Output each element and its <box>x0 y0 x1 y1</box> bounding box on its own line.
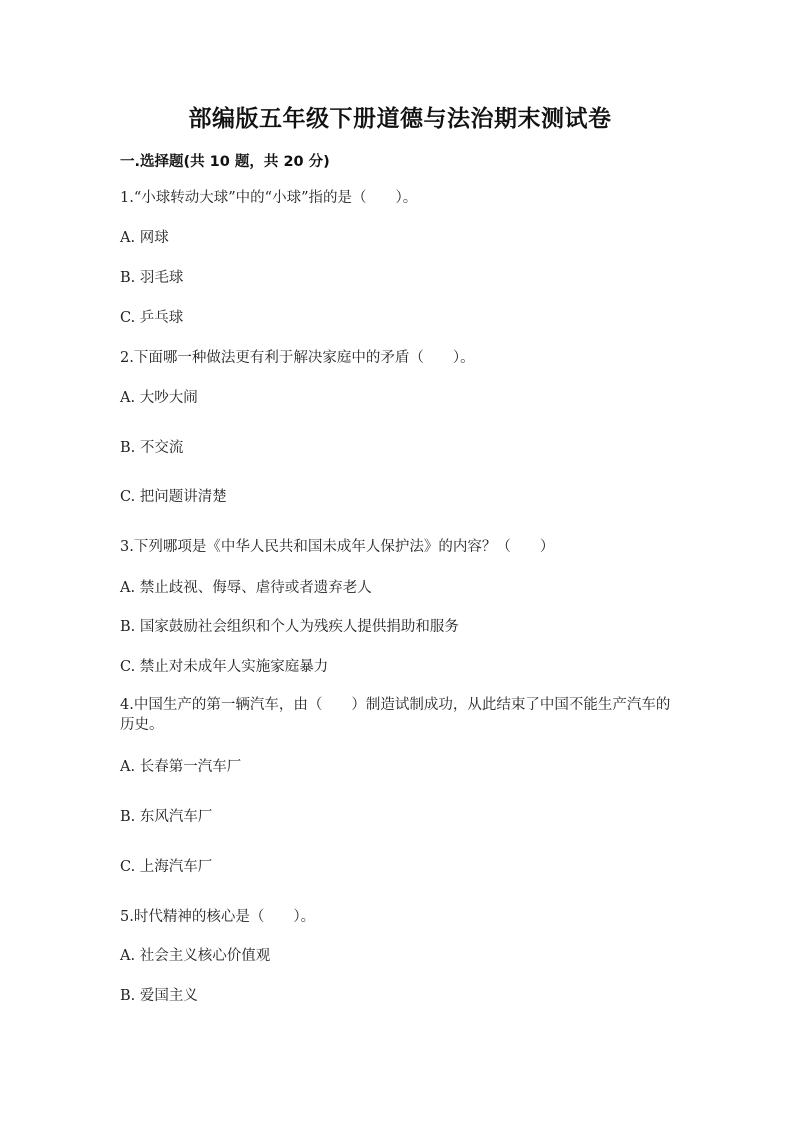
question-option: C. 把问题讲清楚 <box>120 489 227 505</box>
page-title: 部编版五年级下册道德与法治期末测试卷 <box>188 106 612 132</box>
question-option: B. 东风汽车厂 <box>120 809 213 825</box>
question-option: B. 国家鼓励社会组织和个人为残疾人提供捐助和服务 <box>120 619 459 635</box>
question-option: B. 羽毛球 <box>120 270 184 286</box>
question-option: C. 乒乓球 <box>120 310 184 326</box>
question-option: A. 禁止歧视、侮辱、虐待或者遗弃老人 <box>120 580 372 596</box>
question-option: A. 长春第一汽车厂 <box>120 759 242 775</box>
question-stem: 1.“小球转动大球”中的“小球”指的是（ ）。 <box>120 190 418 206</box>
question-option: C. 禁止对未成年人实施家庭暴力 <box>120 659 329 675</box>
question-option: A. 网球 <box>120 230 169 246</box>
question-option: B. 不交流 <box>120 440 184 456</box>
question-stem: 5.时代精神的核心是（ ）。 <box>120 909 316 925</box>
question-option: A. 社会主义核心价值观 <box>120 948 271 964</box>
question-option: A. 大吵大闹 <box>120 390 198 406</box>
question-stem: 2.下面哪一种做法更有利于解决家庭中的矛盾（ ）。 <box>120 350 475 366</box>
question-option: B. 爱国主义 <box>120 988 198 1004</box>
question-stem: 4.中国生产的第一辆汽车，由（ ）制造试制成功，从此结束了中国不能生产汽车的历史。 <box>120 697 671 733</box>
section-heading: 一.选择题(共 10 题，共 20 分) <box>120 154 330 170</box>
question-option: C. 上海汽车厂 <box>120 859 213 875</box>
question-stem: 3.下列哪项是《中华人民共和国未成年人保护法》的内容？（ ） <box>120 539 555 555</box>
